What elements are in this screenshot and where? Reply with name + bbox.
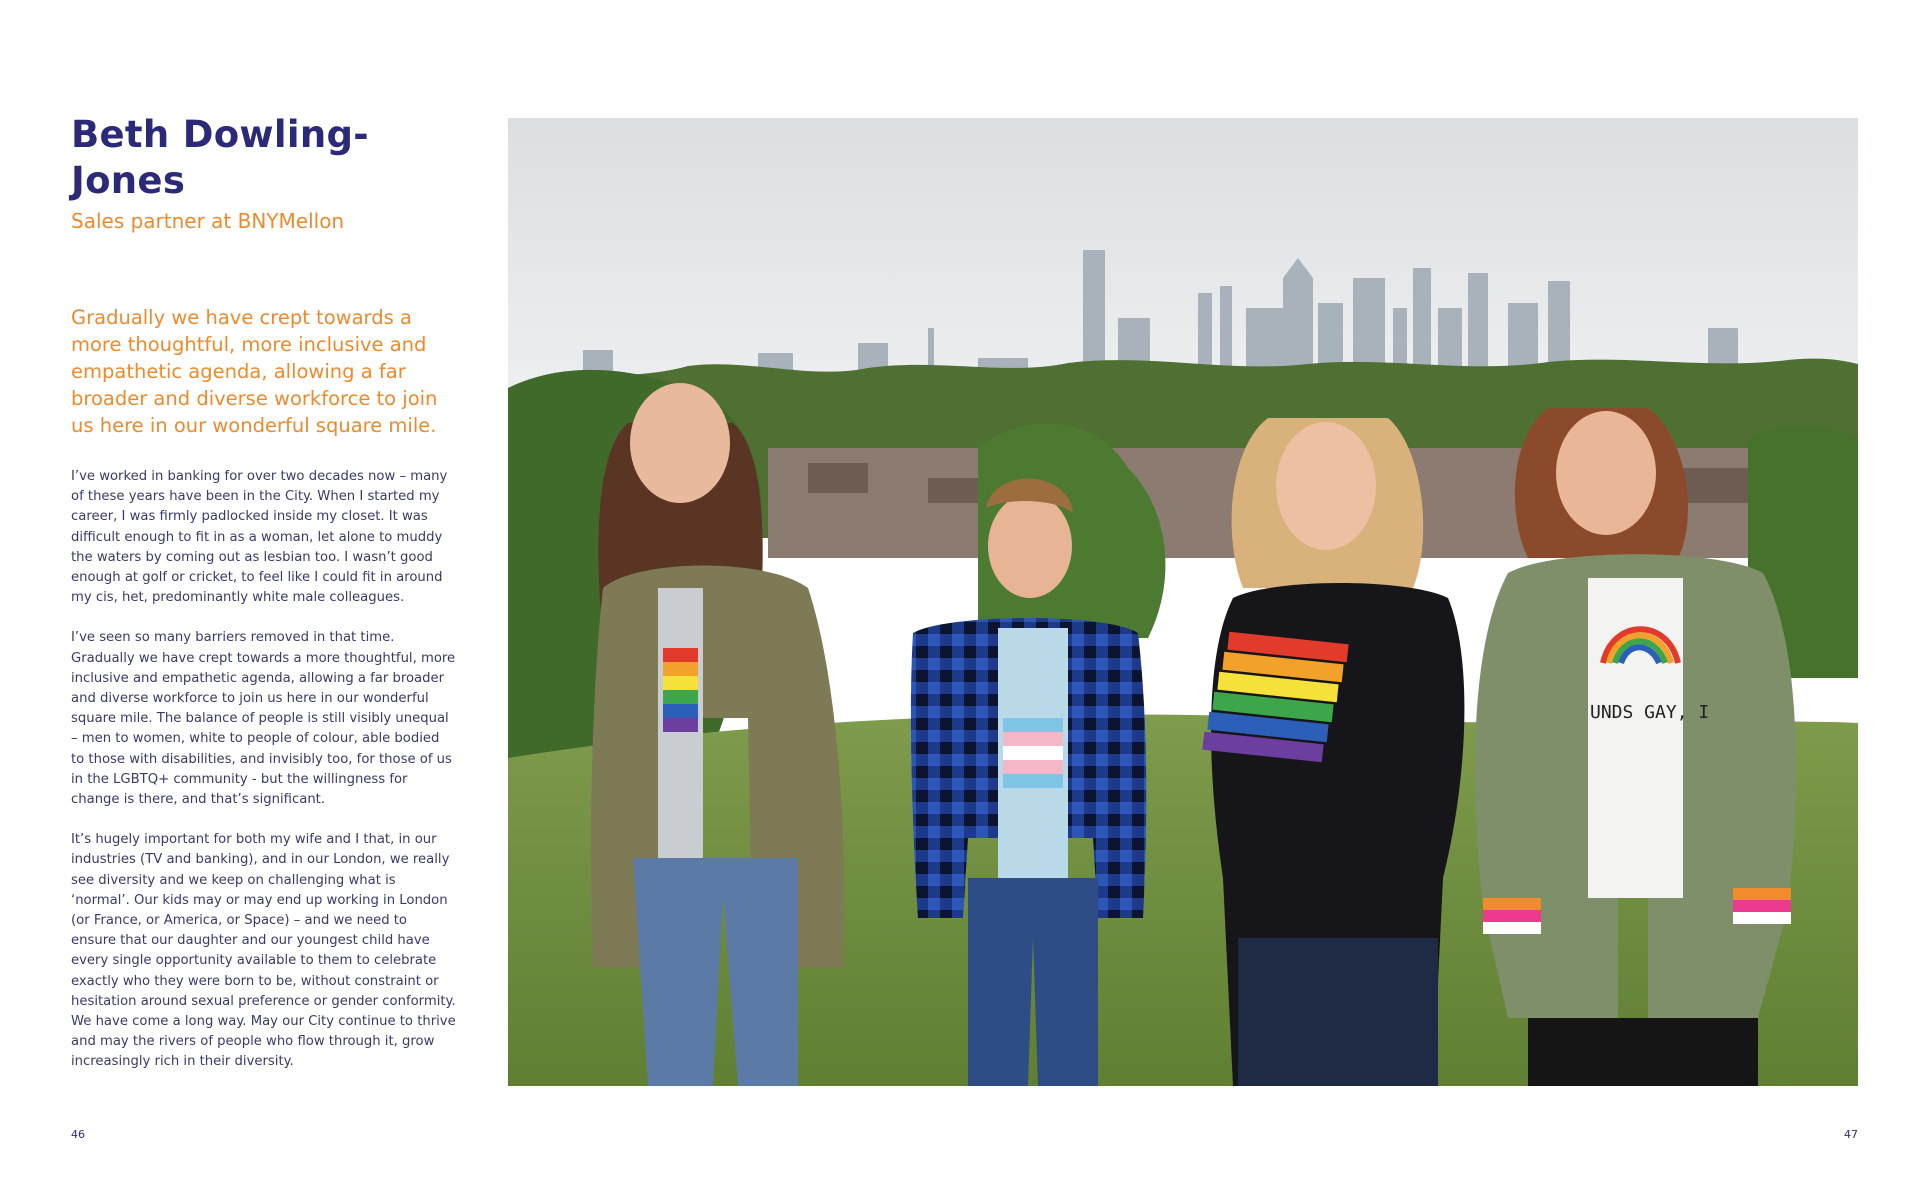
profile-role: Sales partner at BNYMellon (71, 209, 345, 233)
body-paragraph-1: I’ve worked in banking for over two decades now – many of these years have been in the City. When I started my career, I was firmly padlocked inside my closet. It was difficult enough to fit in as a woman, let alone to muddy the waters by coming out as lesbian too. I wasn’t good enough at golf or cricket, to feel like I could fit in around my cis, het, predominantly white male colleagues. (71, 469, 448, 606)
page-number-left: 46 (71, 1128, 85, 1141)
pull-quote: Gradually we have crept towards a more thoughtful, more inclusive and empathetic agenda, allowing a far broader and diverse workforce to join us here in our wonderful square mile. (71, 306, 438, 437)
text-column (71, 112, 461, 1093)
body-paragraph-3: It’s hugely important for both my wife and I that, in our industries (TV and banking), and in our London, we really see diversity and we keep on challenging what is ‘normal’. Our kids may or may end up working in London (or France, or America, or Space) – and we need to ensure that our daughter and our youngest child have every single opportunity available to them to celebrate exactly who they were born to be, without constraint or hesitation around sexual preference or gender conformity. We have come a long way. May our City continue to thrive and may the rivers of people who flow through it, grow increasingly rich in their diversity. (71, 832, 456, 1070)
family-photo (508, 118, 1858, 1086)
body-text (71, 467, 456, 1073)
page-number-right: 47 (1844, 1128, 1858, 1141)
body-paragraph-2: I’ve seen so many barriers removed in that time. Gradually we have crept towards a more thoughtful, more inclusive and empathetic agenda, allowing a far broader and diverse workforce to join us here in our wonderful square mile. The balance of people is still visibly unequal – men to women, white to people of colour, able bodied to those with disabilities, and invisibly too, for those of us in the LGBTQ+ community - but the willingness for change is there, and that’s significant. (71, 630, 456, 808)
profile-name: Beth Dowling-Jones (71, 113, 369, 202)
shirt-slogan: UNDS GAY, I (1590, 702, 1710, 723)
